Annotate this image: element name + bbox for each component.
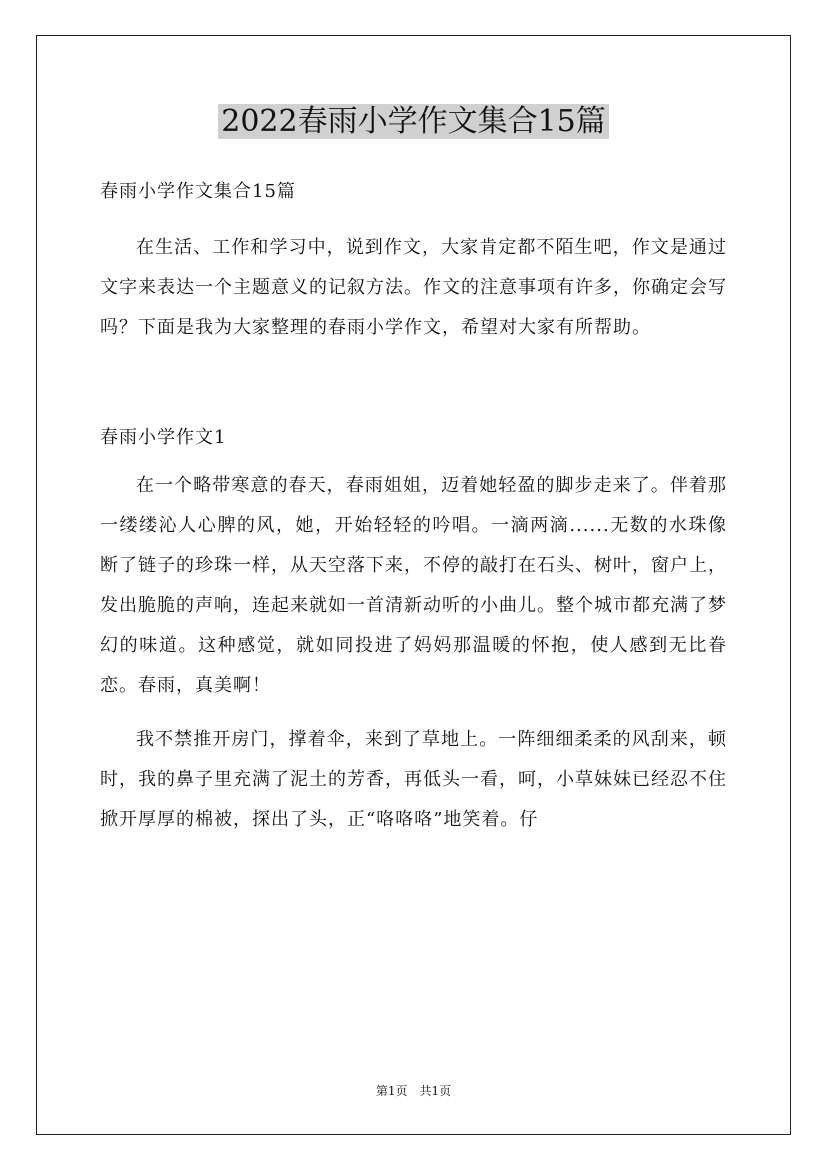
document-title-text: 2022春雨小学作文集合15篇 (218, 104, 609, 139)
body-paragraph-2: 我不禁推开房门，撑着伞，来到了草地上。一阵细细柔柔的风刮来，顿时，我的鼻子里充满了泥土的芳香，再低头一看，呵，小草妹妹已经忍不住掀开厚厚的棉被，探出了头，正“咯咯咯”地笑着。仔 (100, 729, 727, 830)
section-heading: 春雨小学作文1 (100, 427, 227, 448)
page-number: 第1页 共1页 (375, 1084, 452, 1098)
page-footer (0, 1083, 827, 1099)
intro-paragraph: 在生活、工作和学习中，说到作文，大家肯定都不陌生吧，作文是通过文字来表达一个主题意义的记叙方法。作文的注意事项有许多，你确定会写吗？下面是我为大家整理的春雨小学作文，希望对大家有所帮助。 (100, 237, 727, 338)
body-paragraph-1: 在一个略带寒意的春天，春雨姐姐，迈着她轻盈的脚步走来了。伴着那一缕缕沁人心脾的风，她，开始轻轻的吟唱。一滴两滴......无数的水珠像断了链子的珍珠一样，从天空落下来，不停的敲打在石头、树叶，窗户上，发出脆脆的声响，连起来就如一首清新动听的小曲儿。整个城市都充满了梦幻的味道。这种感觉，就如同投进了妈妈那温暖的怀抱，使人感到无比眷恋。春雨，真美啊！ (100, 475, 727, 696)
document-subtitle: 春雨小学作文集合15篇 (100, 181, 296, 202)
document-body (100, 172, 727, 840)
document-title (0, 100, 827, 144)
